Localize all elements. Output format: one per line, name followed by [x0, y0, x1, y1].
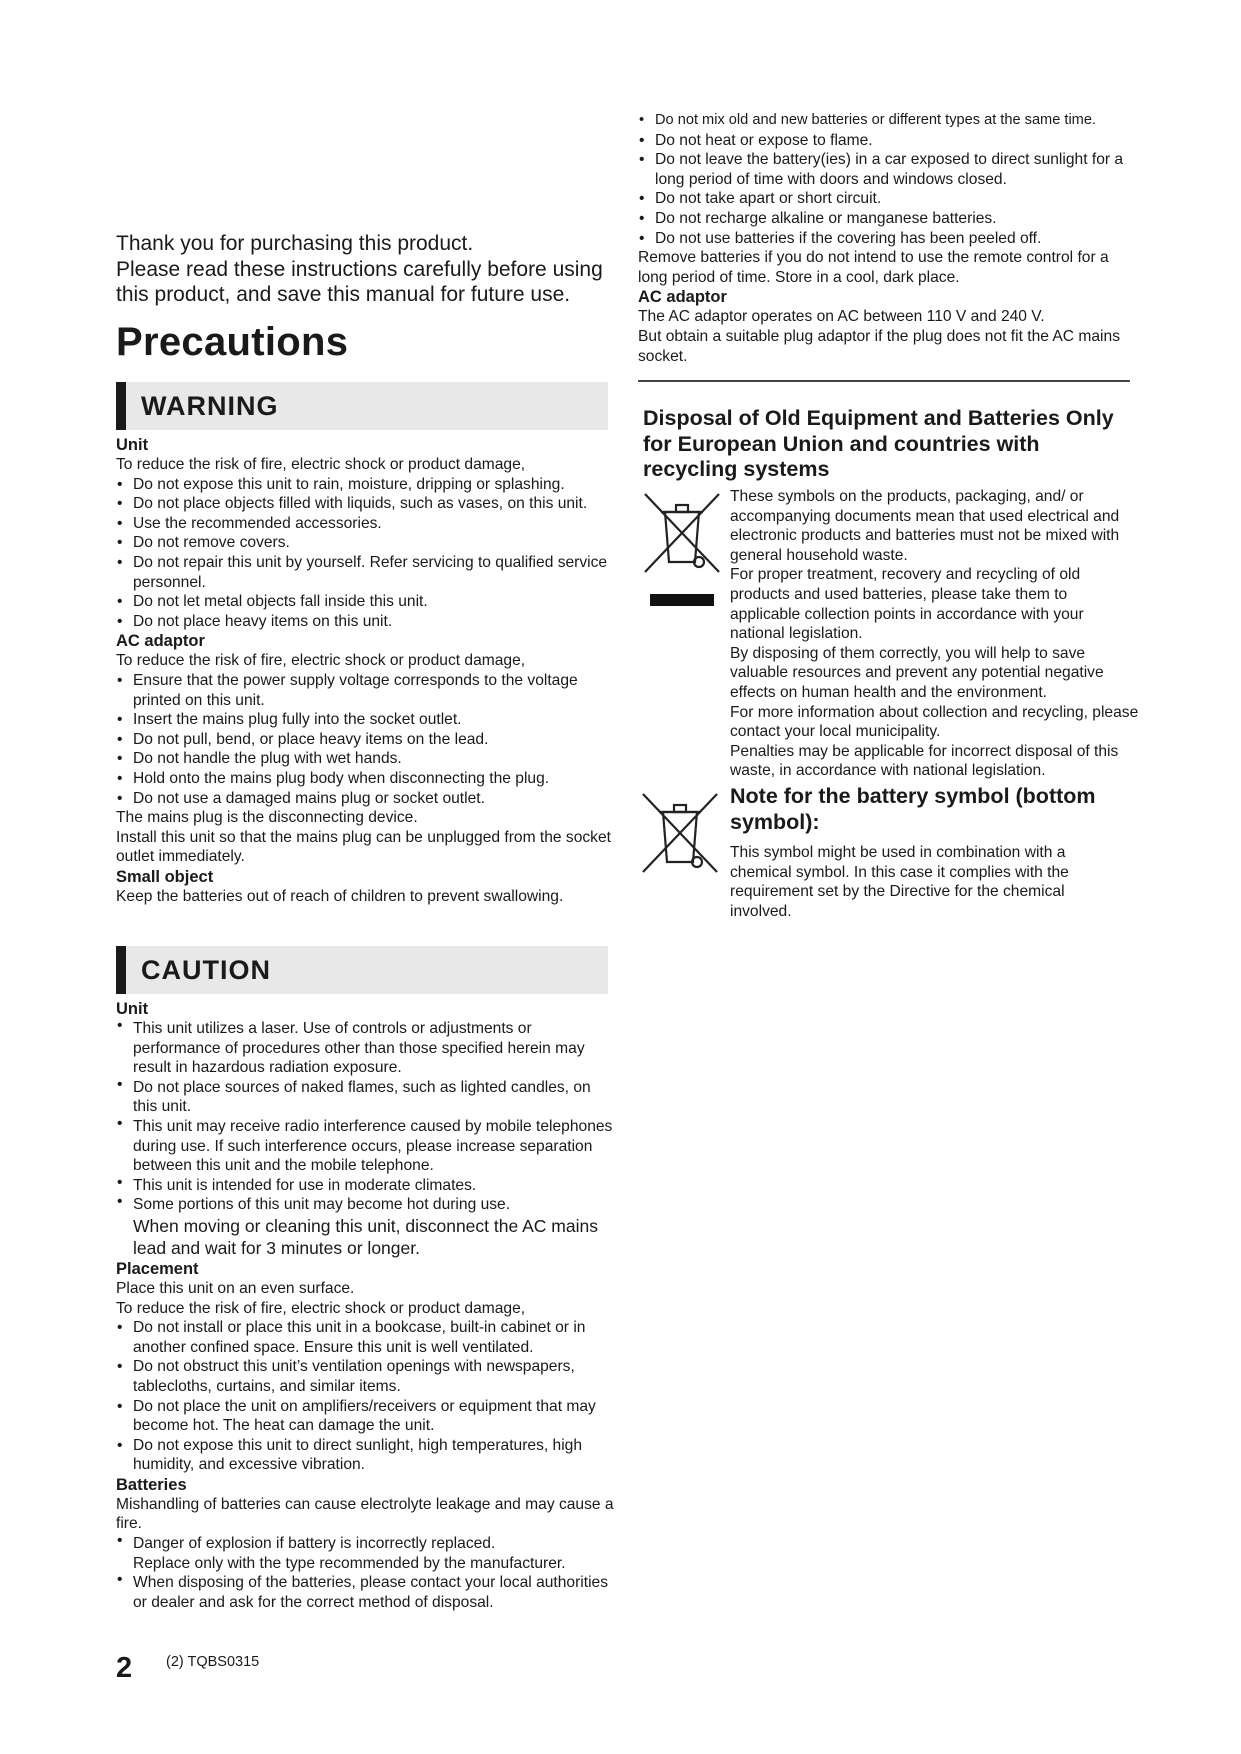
list-item: • Do not repair this unit by yourself. Refer servicing to qualified service personnel.: [116, 553, 616, 592]
list-item: • Do not use batteries if the covering has been peeled off.: [638, 229, 1138, 249]
disposal-text: [730, 487, 1140, 781]
black-bar-symbol: [650, 594, 714, 606]
section-divider: [638, 380, 1130, 382]
battery-note: Remove batteries if you do not intend to use the remote control for a long period of time. Store in a cool, dark place.: [638, 249, 1109, 286]
right-ac-line-1: The AC adaptor operates on AC between 110 V and 240 V.: [638, 308, 1045, 326]
list-item: • Do not install or place this unit in a bookcase, built-in cabinet or in another confined space. Ensure this unit is well ventilated.: [116, 1318, 616, 1357]
warning-small-heading: Small object: [116, 867, 214, 886]
warning-ac-note-1: The mains plug is the disconnecting device.: [116, 809, 418, 827]
disposal-para: For more information about collection and recycling, please contact your local municipality.: [730, 703, 1139, 741]
caution-placement-line-1: Place this unit on an even surface.: [116, 1279, 355, 1297]
intro-line-1: Thank you for purchasing this product.: [116, 232, 474, 255]
caution-batteries-heading: Batteries: [116, 1475, 187, 1494]
disposal-title: Disposal of Old Equipment and Batteries Only for European Union and countries with recycling systems: [643, 406, 1114, 481]
list-item: • Do not place sources of naked flames, such as lighted candles, on this unit.: [116, 1078, 616, 1117]
warning-section: [116, 435, 616, 906]
list-item: • Insert the mains plug fully into the socket outlet.: [116, 710, 616, 730]
warning-unit-lead: To reduce the risk of fire, electric shock or product damage,: [116, 456, 526, 473]
disposal-para: By disposing of them correctly, you will help to save valuable resources and prevent any potential negative effects on human health and the environment.: [730, 644, 1104, 701]
disposal-para: For proper treatment, recovery and recycling of old products and used batteries, please take them to applicable collection points in accordance with your national legislation.: [730, 566, 1084, 643]
list-item: • Ensure that the power supply voltage corresponds to the voltage printed on this unit.: [116, 671, 616, 710]
warning-ac-heading: AC adaptor: [116, 632, 205, 651]
caution-section: [116, 999, 616, 1612]
page-number: 2: [116, 1652, 133, 1684]
list-item: • Do not heat or expose to flame.: [638, 131, 1138, 151]
list-item: • Do not expose this unit to rain, moisture, dripping or splashing.: [116, 475, 616, 495]
warning-small-text: Keep the batteries out of reach of children to prevent swallowing.: [116, 887, 564, 905]
disposal-para: Penalties may be applicable for incorrect disposal of this waste, in accordance with national legislation.: [730, 742, 1119, 780]
intro-line-2: Please read these instructions carefully before using this product, and save this manual for future use.: [116, 257, 603, 306]
right-ac-line-2: But obtain a suitable plug adaptor if the plug does not fit the AC mains socket.: [638, 327, 1120, 365]
caution-placement-list: [116, 1318, 616, 1475]
caution-placement-heading: Placement: [116, 1259, 199, 1278]
document-code: (2) TQBS0315: [166, 1654, 260, 1670]
list-item: • Do not obstruct this unit’s ventilation openings with newspapers, tablecloths, curtains, and similar items.: [116, 1357, 616, 1396]
list-item: • Do not pull, bend, or place heavy items on the lead.: [116, 730, 616, 750]
battery-list: [638, 111, 1138, 248]
caution-banner: [116, 946, 608, 994]
crossed-bin-icon: [643, 492, 721, 574]
list-item: [116, 1534, 616, 1573]
list-item: • Do not place the unit on amplifiers/receivers or equipment that may become hot. The heat can damage the unit.: [116, 1397, 616, 1436]
caution-unit-note: When moving or cleaning this unit, disconnect the AC mains lead and wait for 3 minutes or longer.: [133, 1215, 598, 1258]
caution-banner-bar: [116, 946, 126, 994]
caution-batteries-lead: Mishandling of batteries can cause electrolyte leakage and may cause a fire.: [116, 1495, 614, 1533]
list-item: • Do not place objects filled with liquids, such as vases, on this unit.: [116, 494, 616, 514]
caution-unit-list: [116, 1019, 616, 1215]
intro: [116, 231, 616, 308]
battery-bin-icon: [641, 792, 719, 874]
list-item: • Use the recommended accessories.: [116, 514, 616, 534]
list-item: • Do not recharge alkaline or manganese batteries.: [638, 209, 1138, 229]
list-item: • Do not use a damaged mains plug or socket outlet.: [116, 789, 616, 809]
caution-placement-line-2: To reduce the risk of fire, electric shock or product damage,: [116, 1299, 526, 1317]
list-item: • Do not remove covers.: [116, 533, 616, 553]
note-title: Note for the battery symbol (bottom symbol):: [730, 784, 1096, 834]
warning-ac-lead: To reduce the risk of fire, electric shock or product damage,: [116, 652, 526, 670]
caution-unit-heading: Unit: [116, 1000, 149, 1018]
warning-unit-list: [116, 475, 616, 632]
list-item: • This unit may receive radio interference caused by mobile telephones during use. If such interference occurs, please increase separation between this unit and the mobile telephone.: [116, 1117, 616, 1176]
battery-item-1: Danger of explosion if battery is incorrectly replaced.: [133, 1535, 496, 1553]
list-item: • Some portions of this unit may become hot during use.: [116, 1195, 616, 1215]
disposal-para: These symbols on the products, packaging, and/ or accompanying documents mean that used electrical and electronic products and batteries must not be mixed with general household waste.: [730, 488, 1120, 564]
list-item: • Do not mix old and new batteries or different types at the same time.: [638, 111, 1138, 131]
battery-item-1-cont: Replace only with the type recommended by the manufacturer.: [133, 1554, 566, 1572]
list-item: • This unit utilizes a laser. Use of controls or adjustments or performance of procedures other than those specified herein may result in hazardous radiation exposure.: [116, 1019, 616, 1078]
caution-batteries-list: [116, 1534, 616, 1612]
list-item: • Do not take apart or short circuit.: [638, 189, 1138, 209]
list-item: • Do not leave the battery(ies) in a car exposed to direct sunlight for a long period of time with doors and windows closed.: [638, 150, 1138, 189]
warning-ac-list: [116, 671, 616, 808]
list-item: • Hold onto the mains plug body when disconnecting the plug.: [116, 769, 616, 789]
caution-banner-label: CAUTION: [141, 955, 271, 985]
warning-unit-heading: Unit: [116, 436, 149, 454]
note-text: This symbol might be used in combination with a chemical symbol. In this case it complies with the requirement set by the Directive for the chemical involved.: [730, 844, 1069, 920]
list-item: • Do not place heavy items on this unit.: [116, 612, 616, 632]
warning-banner-bar: [116, 382, 126, 430]
right-ac-heading: AC adaptor: [638, 288, 727, 307]
warning-banner: [116, 382, 608, 430]
list-item: • Do not expose this unit to direct sunlight, high temperatures, high humidity, and excessive vibration.: [116, 1436, 616, 1475]
list-item: • Do not handle the plug with wet hands.: [116, 749, 616, 769]
list-item: • When disposing of the batteries, please contact your local authorities or dealer and ask for the correct method of disposal.: [116, 1573, 616, 1612]
warning-banner-label: WARNING: [141, 391, 279, 421]
page-title: Precautions: [116, 320, 349, 364]
battery-section: [638, 111, 1138, 366]
list-item: • Do not let metal objects fall inside this unit.: [116, 592, 616, 612]
list-item: • This unit is intended for use in moderate climates.: [116, 1176, 616, 1196]
warning-ac-note-2: Install this unit so that the mains plug can be unplugged from the socket outlet immediately.: [116, 828, 611, 866]
